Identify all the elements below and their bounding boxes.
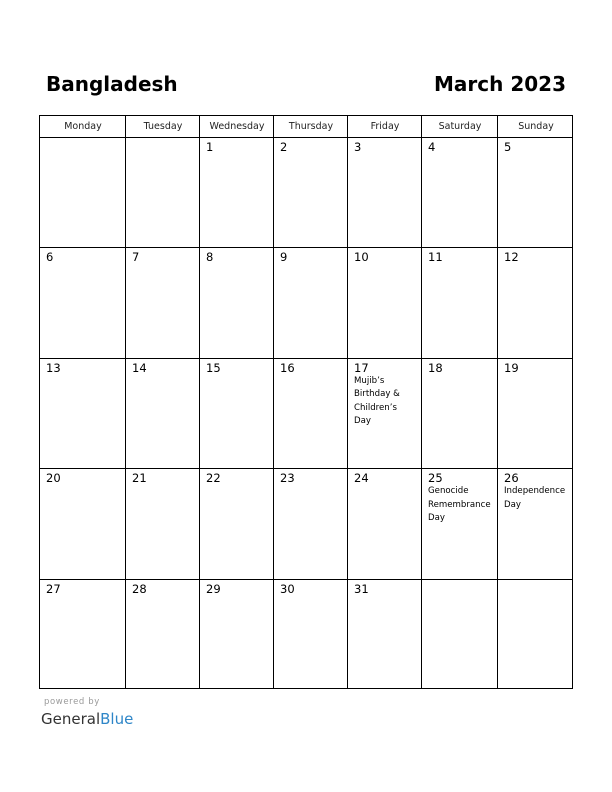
day-number: 11 [428,250,443,265]
day-number: 9 [280,250,288,265]
weekday-thursday: Thursday [288,121,334,132]
weekday-saturday: Saturday [438,121,482,132]
footer-branding[interactable] [41,697,133,729]
day-number: 16 [280,360,295,375]
holiday-label: Independence Day [504,486,566,510]
day-number: 7 [132,250,140,265]
day-cell [200,247,274,357]
weekday-header-row [40,116,572,138]
day-cell [348,579,422,689]
day-number: 28 [132,581,147,596]
day-number: 23 [280,471,295,486]
day-cell [498,358,574,468]
day-number: 2 [280,140,288,154]
day-cell [40,468,126,578]
day-cell [422,468,498,578]
day-cell [498,247,574,357]
holiday-label: Genocide Remembrance Day [428,486,491,524]
day-cell [274,247,348,357]
day-cell [40,137,126,247]
day-number: 4 [428,140,436,154]
day-cell [348,468,422,578]
day-cell [348,358,422,468]
day-cell [40,579,126,689]
day-cell [200,137,274,247]
day-number: 24 [354,471,369,486]
day-number: 14 [132,360,147,375]
day-cell [200,579,274,689]
day-cell [274,579,348,689]
day-cell [126,579,200,689]
day-cell [498,468,574,578]
day-number: 25 [428,471,443,486]
powered-by-label: powered by [44,697,100,707]
day-cell [422,137,498,247]
day-cell [498,579,574,689]
calendar-grid [39,115,573,689]
day-cell [40,247,126,357]
weekday-sunday: Sunday [518,121,554,132]
day-cell [274,358,348,468]
day-number: 19 [504,360,519,375]
brand-general-text: General [41,710,101,728]
day-cell [348,247,422,357]
day-cell [422,247,498,357]
day-cell [348,137,422,247]
holiday-label: Mujib’s Birthday & Children’s Day [354,375,400,427]
brand-blue-text: Blue [100,710,134,728]
day-number: 26 [504,471,519,486]
weekday-friday: Friday [370,121,400,132]
day-number: 3 [354,140,362,154]
day-number: 18 [428,360,443,375]
day-cell [422,579,498,689]
day-number: 17 [354,360,369,375]
day-number: 13 [46,360,61,375]
day-cell [40,358,126,468]
day-number: 1 [206,140,214,154]
day-cell [274,137,348,247]
day-number: 21 [132,471,147,486]
country-title: Bangladesh [46,72,178,96]
day-cell [126,137,200,247]
day-number: 5 [504,140,512,154]
day-number: 10 [354,250,369,265]
weekday-monday: Monday [64,121,102,132]
day-number: 22 [206,471,221,486]
day-cell [126,247,200,357]
day-number: 29 [206,581,221,596]
day-number: 20 [46,471,61,486]
day-cell [498,137,574,247]
month-year-title: March 2023 [434,72,566,96]
day-number: 30 [280,581,295,596]
day-number: 6 [46,250,54,265]
day-cell [126,358,200,468]
generalblue-logo[interactable] [41,709,133,729]
weekday-wednesday: Wednesday [209,121,265,132]
day-number: 15 [206,360,221,375]
day-number: 12 [504,250,519,265]
day-number: 8 [206,250,214,265]
day-cell [200,468,274,578]
day-number: 27 [46,581,61,596]
day-cell [274,468,348,578]
weekday-tuesday: Tuesday [143,121,183,132]
day-number: 31 [354,581,369,596]
day-cell [200,358,274,468]
day-cell [126,468,200,578]
day-cell [422,358,498,468]
